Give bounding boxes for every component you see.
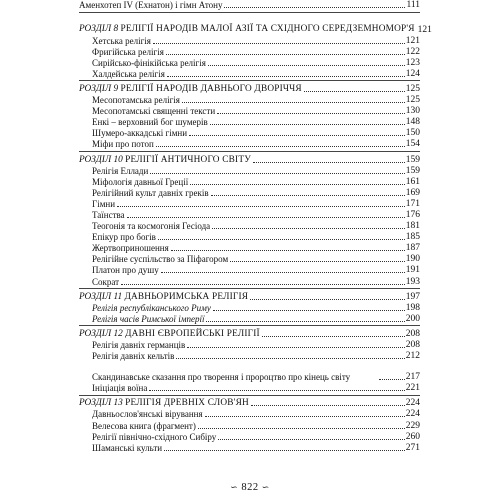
- toc-entry: [79, 209, 420, 220]
- section-divider: [79, 325, 420, 326]
- section-label: РОЗДІЛ 12: [79, 328, 123, 339]
- toc-entry: [79, 419, 420, 430]
- toc-entry-page: 229: [405, 420, 420, 431]
- toc-entry-title: Жертвоприношення: [92, 243, 169, 254]
- toc-entry-page: 121: [405, 35, 420, 46]
- toc-entry: [79, 382, 420, 393]
- dot-leader: [218, 439, 404, 440]
- toc-section-heading: [79, 328, 420, 339]
- toc-entry: [79, 57, 420, 68]
- dot-leader: [167, 76, 405, 77]
- dot-leader: [224, 7, 405, 8]
- toc-entry-title: Сирійсько-фінікійська релігія: [92, 57, 206, 68]
- toc-section-heading: [79, 397, 420, 408]
- dot-leader: [206, 321, 404, 322]
- toc-entry: [79, 431, 420, 442]
- toc-entry-page: 221: [405, 383, 420, 394]
- section-label: РОЗДІЛ 10: [79, 154, 123, 165]
- footer-ornament-right: ∽: [261, 482, 270, 492]
- toc-entry-page: 224: [405, 409, 420, 420]
- toc-entry-title: Велесова книга (фрагмент): [92, 420, 196, 431]
- dot-leader: [153, 43, 405, 44]
- section-page: 121: [417, 24, 432, 35]
- dot-leader: [121, 284, 405, 285]
- dot-leader: [250, 299, 405, 300]
- toc-entry: [79, 275, 420, 286]
- toc-entry-title: Ініціація воїна: [92, 383, 148, 394]
- toc-section-heading: [79, 14, 432, 35]
- toc-entry-title: Релігійний культ давніх греків: [92, 187, 209, 198]
- section-label: РОЗДІЛ 11: [79, 291, 123, 302]
- section-divider: [79, 395, 420, 396]
- toc-entry-page: 161: [405, 176, 420, 187]
- toc-entry-page: 125: [405, 95, 420, 106]
- toc-entry-page: 148: [405, 117, 420, 128]
- toc-entry-page: 208: [405, 340, 420, 351]
- toc-entry: [79, 361, 420, 382]
- toc-entry-page: 159: [405, 165, 420, 176]
- toc-entry: [79, 165, 420, 176]
- dot-leader: [189, 135, 405, 136]
- toc-entry-title: Платон про душу: [92, 265, 159, 276]
- toc-entry-page: 150: [405, 128, 420, 139]
- toc-entry-title: Релігія Еллади: [92, 165, 149, 176]
- toc-entry: [79, 187, 420, 198]
- dot-leader: [251, 405, 405, 406]
- toc-entry-title: Міфи про потоп: [92, 139, 154, 150]
- dot-leader: [161, 272, 405, 273]
- toc-sections: [79, 12, 432, 453]
- toc-entry-page: 176: [405, 210, 420, 220]
- toc-entry: [79, 220, 420, 231]
- toc-entry-page: 130: [405, 106, 420, 117]
- table-of-contents: [79, 0, 432, 453]
- toc-entry-page: 193: [405, 276, 420, 287]
- dot-leader: [253, 162, 405, 163]
- toc-section-heading: [79, 291, 420, 302]
- toc-entry: [79, 176, 420, 187]
- section-title: РЕЛІГІЇ АНТИЧНОГО СВІТУ: [125, 154, 251, 165]
- dot-leader: [149, 390, 404, 391]
- toc-entry-title: Енкі – верховний бог шумерів: [92, 117, 208, 128]
- toc-entry: [79, 313, 420, 324]
- section-label: РОЗДІЛ 9: [79, 83, 119, 94]
- toc-entry-page: 190: [405, 254, 420, 265]
- section-page: 159: [405, 154, 420, 165]
- section-title: ДАВНЬОРИМСЬКА РЕЛІГІЯ: [124, 291, 249, 302]
- toc-entry: [79, 264, 420, 275]
- dot-leader: [156, 146, 405, 147]
- toc-entry-title: Релігія республіканського Риму: [92, 302, 211, 313]
- toc-entry: [79, 408, 420, 419]
- toc-entry: [79, 116, 420, 127]
- dot-leader: [176, 358, 404, 359]
- toc-entry-page: 200: [405, 313, 420, 324]
- toc-entry-title: Релігія давніх кельтів: [92, 351, 175, 362]
- dot-leader: [166, 54, 405, 55]
- toc-entry-title: Релігійне суспільство за Піфагором: [92, 254, 229, 265]
- dot-leader: [211, 195, 405, 196]
- toc-entry-title: Гімни: [92, 198, 116, 209]
- toc-entry-title: Таїнства: [92, 210, 125, 220]
- section-divider: [79, 288, 420, 289]
- toc-entry-title: Фригійська релігія: [92, 46, 164, 57]
- toc-entry-page: 212: [405, 351, 420, 362]
- toc-entry-page: 187: [405, 243, 420, 254]
- toc-entry-title: Релігія часів Римської імперії: [92, 313, 205, 324]
- toc-entry: [79, 105, 420, 116]
- section-page: 208: [405, 328, 420, 339]
- toc-entry: [79, 127, 420, 138]
- page-number: 822: [241, 482, 259, 493]
- section-heading-text: [79, 155, 251, 165]
- toc-entry-title: Хетська релігія: [92, 35, 151, 46]
- toc-entry-title: Міфологія давньої Греції: [92, 176, 189, 187]
- toc-entry: [79, 198, 420, 209]
- dot-leader: [213, 310, 405, 311]
- toc-entry-title: Месопотамські священні тексти: [92, 106, 216, 117]
- section-heading-text: [79, 398, 249, 408]
- toc-entry-title: Епікур про богів: [92, 232, 156, 243]
- toc-entry-title: Шаманські культи: [92, 442, 163, 453]
- section-label: РОЗДІЛ 8: [79, 23, 119, 34]
- dot-leader: [150, 173, 404, 174]
- toc-entry-title: Скандинавське сказання про творення і пророцтво про кінець світу: [92, 372, 351, 383]
- toc-entry: [79, 94, 420, 105]
- section-page: 224: [405, 398, 420, 409]
- dot-leader: [217, 113, 405, 114]
- toc-entry-title: Релігія давніх германців: [92, 340, 186, 351]
- toc-entry: [79, 68, 420, 79]
- dot-leader: [210, 124, 405, 125]
- toc-entry: [79, 242, 420, 253]
- toc-entry-page: 154: [405, 139, 420, 150]
- toc-entry-title: Месопотамська релігія: [92, 95, 180, 106]
- section-title: РЕЛІГІЯ ДРЕВНІХ СЛОВ'ЯН: [125, 398, 249, 409]
- toc-entry-page: 260: [405, 431, 420, 442]
- dot-leader: [127, 217, 405, 218]
- toc-entry-title: Релігії північно-східного Сибіру: [92, 431, 217, 442]
- section-divider: [79, 12, 420, 13]
- toc-entry-page: 198: [405, 302, 420, 313]
- section-heading-text: [79, 25, 415, 35]
- section-title: РЕЛІГІЇ НАРОДІВ МАЛОЇ АЗІЇ ТА СХІДНОГО СЕРЕДЗЕМНОМОР'Я: [120, 23, 415, 34]
- toc-entry-first: [79, 0, 420, 10]
- section-divider: [79, 151, 420, 152]
- toc-entry-page: 124: [405, 68, 420, 79]
- toc-entry-page: 181: [405, 221, 420, 232]
- toc-entry-title: Аменхотеп IV (Ехнатон) і гімн Атону: [79, 0, 223, 10]
- toc-entry: [79, 138, 420, 149]
- dot-leader: [187, 347, 404, 348]
- toc-entry: [79, 46, 420, 57]
- dot-leader: [205, 416, 405, 417]
- toc-entry-title: Шумеро-аккадські гімни: [92, 128, 188, 139]
- toc-entry-title: Халдейська релігія: [92, 68, 165, 79]
- dot-leader: [379, 379, 405, 380]
- toc-entry-title: Сократ: [92, 276, 120, 287]
- toc-entry-page: 169: [405, 187, 420, 198]
- dot-leader: [117, 206, 405, 207]
- toc-entry-page: 185: [405, 232, 420, 243]
- toc-entry: [79, 339, 420, 350]
- toc-entry: [79, 442, 420, 453]
- section-page: 125: [405, 83, 420, 94]
- section-heading-text: [79, 84, 302, 94]
- dot-leader: [262, 336, 405, 337]
- dot-leader: [171, 250, 405, 251]
- dot-leader: [208, 65, 405, 66]
- toc-entry-page: 217: [405, 372, 420, 383]
- dot-leader: [212, 228, 405, 229]
- page-footer: [0, 482, 500, 493]
- toc-entry-title: Давньослов'янські вірування: [92, 409, 203, 420]
- dot-leader: [182, 102, 405, 103]
- toc-entry-page: 271: [405, 442, 420, 453]
- dot-leader: [230, 261, 405, 262]
- section-heading-text: [79, 329, 260, 339]
- section-heading-text: [79, 292, 248, 302]
- toc-section-heading: [79, 153, 420, 164]
- toc-section-heading: [79, 83, 420, 94]
- section-title: РЕЛІГІЇ НАРОДІВ ДАВНЬОГО ДВОРІЧЧЯ: [120, 83, 302, 94]
- toc-entry: [79, 231, 420, 242]
- toc-entry-title: Теогонія та космогонія Гесіода: [92, 221, 211, 232]
- toc-entry: [79, 35, 420, 46]
- section-divider: [79, 80, 420, 81]
- toc-entry-page: 191: [405, 265, 420, 276]
- dot-leader: [164, 450, 405, 451]
- toc-entry: [79, 350, 420, 361]
- toc-entry: [79, 302, 420, 313]
- toc-entry-page: 171: [405, 198, 420, 209]
- dot-leader: [304, 91, 405, 92]
- section-page: 197: [405, 291, 420, 302]
- toc-entry-page: 122: [405, 46, 420, 57]
- toc-entry-page: 123: [405, 57, 420, 68]
- dot-leader: [158, 239, 405, 240]
- footer-ornament-left: ∽: [230, 482, 239, 492]
- toc-entry: [79, 253, 420, 264]
- toc-entry-page: 111: [406, 0, 420, 10]
- section-title: ДАВНІ ЄВРОПЕЙСЬКІ РЕЛІГІЇ: [125, 328, 260, 339]
- dot-leader: [190, 184, 405, 185]
- section-label: РОЗДІЛ 13: [79, 398, 123, 409]
- dot-leader: [198, 428, 405, 429]
